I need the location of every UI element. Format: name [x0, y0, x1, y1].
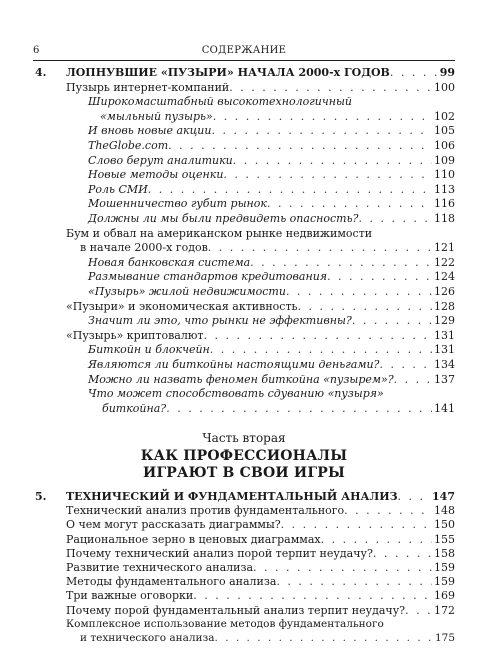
- entry-page: 155: [434, 532, 455, 546]
- entry-page: 150: [434, 518, 455, 532]
- chapter-page: 99: [439, 66, 455, 79]
- entry-title: «Пузырь» жилой недвижимости: [88, 285, 286, 298]
- chapter-page: 147: [432, 490, 455, 503]
- entry-title: «Пузыри» и экономическая активность: [66, 299, 298, 313]
- entry-title: Мошенничество губит рынок: [88, 197, 267, 211]
- part-title-line-1: КАК ПРОФЕССИОНАЛЫ: [140, 448, 348, 464]
- part-title-line-2: ИГРАЮТ В СВОИ ИГРЫ: [143, 465, 345, 481]
- entry-page: 109: [434, 153, 455, 167]
- entry-title: и технического анализа: [80, 632, 215, 644]
- running-title: СОДЕРЖАНИЕ: [201, 45, 287, 56]
- entry-page: 158: [434, 546, 455, 560]
- page-number: 6: [33, 45, 40, 56]
- chapter-title: ТЕХНИЧЕСКИЙ И ФУНДАМЕНТАЛЬНЫЙ АНАЛИЗ: [66, 490, 398, 503]
- entry-page: 116: [434, 197, 455, 211]
- entry-title: Бум и обвал на американском рынке недвижимости: [66, 226, 373, 240]
- entry-page: 100: [434, 80, 455, 94]
- entry-page: 102: [434, 109, 455, 123]
- toc-entry[interactable]: [0, 630, 488, 647]
- entry-page: 118: [434, 212, 455, 225]
- entry-title: Значит ли это, что рынки не эффективны?: [88, 314, 352, 328]
- entry-title: Технический анализ против фундаментального: [66, 504, 345, 518]
- entry-title: Пузырь интернет-компаний: [66, 80, 230, 94]
- entry-title: Широкомасштабный высокотехнологичный: [88, 95, 352, 109]
- toc-entry[interactable]: [0, 400, 488, 417]
- entry-title: Методы фундаментального анализа: [66, 575, 277, 589]
- entry-title: Развитие технического анализа: [66, 561, 254, 574]
- part-label: Часть вторая: [202, 431, 286, 445]
- entry-page: 106: [434, 139, 455, 152]
- entry-title: Что может способствовать сдуванию «пузыря»: [88, 387, 384, 401]
- entry-title: Биткойн и блокчейн: [88, 343, 210, 357]
- entry-page: 124: [434, 270, 455, 284]
- entry-page: 159: [434, 575, 455, 589]
- entry-title: TheGlobe.com: [88, 139, 169, 152]
- entry-page: 121: [434, 241, 455, 255]
- entry-title: биткойна?: [102, 401, 167, 415]
- entry-page: 131: [434, 343, 455, 357]
- chapter-number: 5.: [35, 490, 47, 503]
- entry-title: в начале 2000-х годов: [80, 241, 208, 255]
- entry-title: «мыльный пузырь»: [100, 109, 213, 123]
- entry-title: О чем могут рассказать диаграммы?: [66, 518, 281, 532]
- entry-page: 137: [434, 372, 455, 386]
- entry-title: Являются ли биткойны настоящими деньгами?: [88, 358, 380, 371]
- running-header: [33, 44, 455, 61]
- entry-page: 129: [434, 314, 455, 328]
- entry-page: 122: [434, 255, 455, 269]
- entry-title: Комплексное использование методов фундаментального: [66, 617, 384, 630]
- entry-title: Размывание стандартов кредитования: [88, 270, 328, 284]
- entry-title: «Пузырь» криптовалют: [66, 328, 204, 342]
- entry-title: Слово берут аналитики: [88, 153, 233, 167]
- entry-page: 131: [434, 328, 455, 342]
- entry-page: 105: [434, 124, 455, 138]
- leader-dots: [215, 630, 433, 647]
- entry-page: 148: [434, 504, 455, 518]
- chapter-number: 4.: [35, 66, 47, 79]
- entry-page: 175: [434, 632, 455, 644]
- entry-page: 172: [434, 603, 455, 617]
- entry-page: 110: [434, 168, 455, 182]
- entry-page: 113: [434, 182, 455, 196]
- entry-title: И вновь новые акции: [88, 124, 212, 138]
- entry-title: Почему порой фундаментальный анализ терпит неудачу?: [66, 603, 406, 617]
- entry-page: 141: [434, 401, 455, 415]
- entry-page: 169: [434, 589, 455, 603]
- entry-title: Должны ли мы были предвидеть опасность?: [88, 212, 359, 225]
- entry-page: 159: [434, 561, 455, 574]
- entry-title: Почему технический анализ порой терпит неудачу?: [66, 546, 373, 560]
- entry-title: Новые методы оценки: [88, 168, 224, 182]
- entry-page: 128: [434, 299, 455, 313]
- entry-title: Рациональное зерно в ценовых диаграммах: [66, 532, 321, 546]
- leader-dots: [166, 400, 432, 417]
- entry-title: Можно ли назвать феномен биткойна «пузырем»?: [88, 372, 394, 386]
- entry-title: Роль СМИ: [88, 182, 148, 196]
- entry-page: 134: [434, 358, 455, 371]
- entry-title: Три важные оговорки: [66, 589, 194, 603]
- entry-page: 126: [434, 285, 455, 298]
- chapter-title: ЛОПНУВШИЕ «ПУЗЫРИ» НАЧАЛА 2000-х ГОДОВ: [66, 66, 390, 79]
- entry-title: Новая банковская система: [88, 255, 251, 269]
